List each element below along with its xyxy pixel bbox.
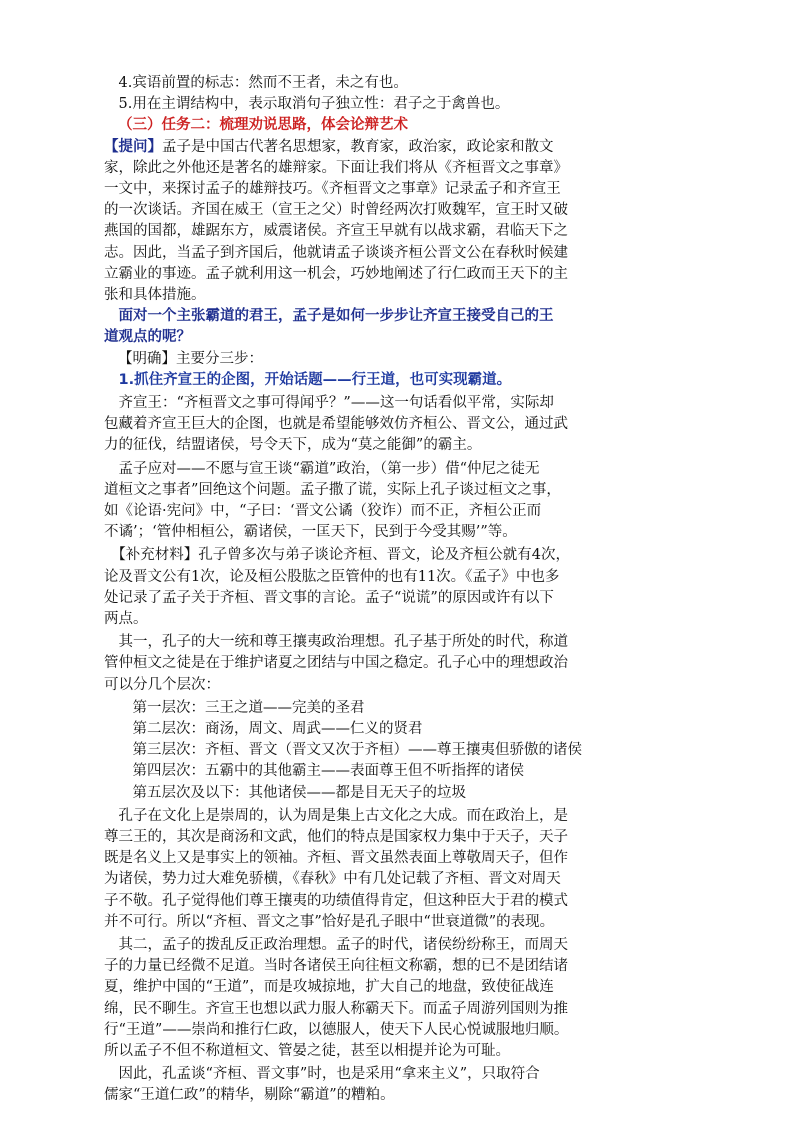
question-label: 【提问】	[104, 138, 162, 155]
text-line: 志。因此，当孟子到齐国后，他就请孟子谈谈齐桓公晋文公在春秋时候建	[104, 244, 568, 261]
answer-label: 【明确】主要分三步：	[118, 350, 263, 367]
question-line	[104, 136, 694, 158]
text-line: 夏，维护中国的“王道”，而是攻城掠地，扩大自己的地盘，致使征战连	[104, 979, 554, 996]
text-line: 立霸业的事迹。孟子就利用这一机会，巧妙地阐述了行仁政而王天下的主	[104, 265, 568, 282]
supplement-line	[104, 544, 694, 566]
text-line: 因此，孔孟谈“齐桓、晋文事”时，也是采用“拿来主义”，只取符合	[104, 1066, 540, 1083]
text-line: 行“王道”——崇尚和推行仁政，以德服人，使天下人民心悦诚服地归顺。	[104, 1021, 569, 1038]
text-line: 其二，孟子的拨乱反正政治理想。孟子的时代，诸侯纷纷称王，而周天	[104, 937, 568, 953]
supplement-label: 【补充材料】	[104, 547, 199, 564]
step-heading: 1.抓住齐宣王的企图，开始话题——行王道，也可实现霸道。	[104, 371, 512, 388]
text-line: 的一次谈话。齐国在威王（宣王之父）时曾经两次打败魏军，宣王时又破	[104, 202, 568, 219]
text-line: 论及晋文公有1次，论及桓公股肱之臣管仲的也有11次。《孟子》中也多	[104, 568, 560, 585]
level-line: 第二层次：商汤，周文、周武——仁义的贤君	[118, 721, 423, 737]
text-line: 处记录了孟子关于齐桓、晋文事的言论。孟子“说谎”的原因或许有以下	[104, 589, 554, 606]
level-line: 第五层次及以下：其他诸侯——都是目无天子的垃圾	[118, 784, 466, 801]
text-line: 其一，孔子的大一统和尊王攘夷政治理想。孔子基于所处的时代，称道	[104, 634, 568, 651]
text-line: 两点。	[104, 611, 148, 627]
key-question-line: 面对一个主张霸道的君王，孟子是如何一步步让齐宣王接受自己的王	[104, 308, 554, 325]
text-line: 张和具体措施。	[104, 287, 206, 303]
text-line: 4.宾语前置的标志：然而不王者，未之有也。	[104, 75, 408, 91]
text-line: 齐宣王：“齐桓晋文之事可得闻乎？”——这一句话看似平常，实际却	[104, 395, 554, 411]
text-line: 儒家“王道仁政”的精华，剔除“霸道”的糟粕。	[104, 1087, 395, 1104]
text-line: 绵，民不聊生。齐宣王也想以武力服人称霸天下。而孟子周游列国则为推	[104, 1000, 568, 1017]
level-line: 第一层次：三王之道——完美的圣君	[118, 699, 365, 716]
text-line: 力的征伐，结盟诸侯，号令天下，成为“莫之能御”的霸主。	[104, 437, 482, 454]
text-line: 并不可行。所以“齐桓、晋文之事”恰好是孔子眼中“世衰道微”的表现。	[104, 913, 555, 930]
text-line: 子不敬。孔子觉得他们尊王攘夷的功绩值得肯定，但这种臣大于君的模式	[104, 892, 568, 909]
text-line: 5.用在主谓结构中，表示取消句子独立性：君子之于禽兽也。	[104, 96, 510, 113]
text-line: 孔子曾多次与弟子谈论齐桓、晋文，论及齐桓公就有4次，	[198, 547, 570, 564]
text-line: 孔子在文化上是崇周的，认为周是集上古文化之大成。而在政治上，是	[104, 807, 568, 824]
section-heading: （三）任务二：梳理劝说思路，体会论辩艺术	[118, 117, 408, 134]
text-line: 可以分几个层次：	[104, 676, 220, 693]
text-line: 家，除此之外他还是著名的雄辩家。下面让我们将从《齐桓晋文之事章》	[104, 159, 568, 176]
text-line: 尊三王的，其次是商汤和文武，他们的特点是国家权力集中于天子，天子	[104, 829, 568, 845]
level-line: 第三层次：齐桓、晋文（晋文又次于齐桓）——尊王攘夷但骄傲的诸侯	[118, 742, 582, 759]
text-line: 道桓文之事者”回绝这个问题。孟子撒了谎，实际上孔子谈过桓文之事，	[104, 481, 561, 498]
text-line: 为诸侯，势力过大难免骄横，《春秋》中有几处记载了齐桓、晋文对周天	[104, 871, 561, 888]
level-line: 第四层次：五霸中的其他霸主——表面尊王但不听指挥的诸侯	[118, 763, 524, 780]
key-question-line: 道观点的呢？	[104, 329, 191, 346]
text-line: 一文中，来探讨孟子的雄辩技巧。《齐桓晋文之事章》记录孟子和齐宣王	[104, 181, 561, 197]
text-line: 子的力量已经微不足道。当时各诸侯王向往桓文称霸，想的已不是团结诸	[104, 958, 568, 975]
text-line: 如《论语·宪问》中，“子曰：‘晋文公谲（狡诈）而不正，齐桓公正而	[104, 503, 542, 519]
text-line: 所以孟子不但不称道桓文、管晏之徒，甚至以相提并论为可耻。	[104, 1043, 510, 1059]
text-line: 孟子应对——不愿与宣王谈“霸道”政治，（第一步）借“仲尼之徒无	[104, 460, 540, 477]
text-line: 管仲桓文之徒是在于维护诸夏之团结与中国之稳定。孔子心中的理想政治	[104, 655, 568, 672]
text-line: 不谲’；‘管仲相桓公，霸诸侯，一匡天下，民到于今受其赐’”等。	[104, 524, 517, 541]
text-line: 既是名义上又是事实上的领袖。齐桓、晋文虽然表面上尊敬周天子，但作	[104, 850, 568, 867]
text-line: 包藏着齐宣王巨大的企图，也就是希望能够效仿齐桓公、晋文公，通过武	[104, 416, 568, 433]
text-line: 燕国的国都，雄踞东方，威震诸侯。齐宣王早就有以战求霸，君临天下之	[104, 223, 568, 240]
text-line: 孟子是中国古代著名思想家，教育家，政治家，政论家和散文	[162, 138, 554, 155]
